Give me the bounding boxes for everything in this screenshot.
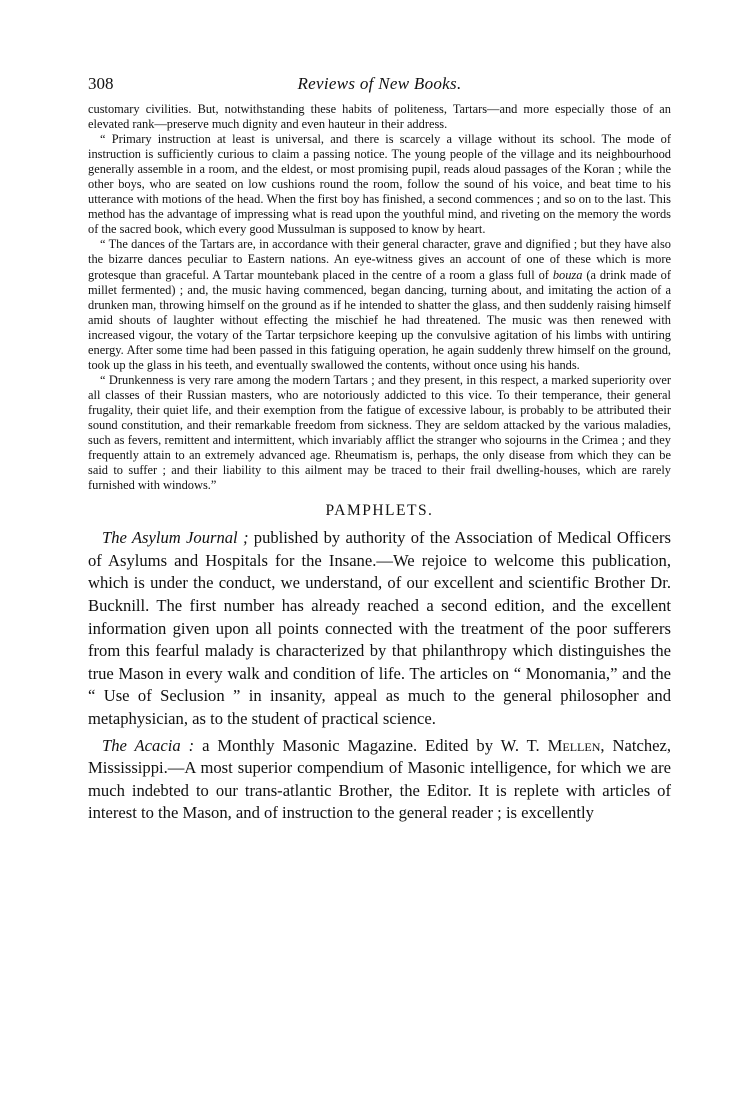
review-paragraph-3 xyxy=(88,237,671,372)
section-heading: PAMPHLETS. xyxy=(325,502,434,520)
review-paragraph-3-end: (a drink made of millet fermented) ; and, the music having commenced, began dancing, turning about, and imitating the action of a drunken man, throwing himself on the ground as if he intended to shatter the glass, and then suddenly raising himself amid shouts of laughter without effecting the mischief he had threatened. The music was then renewed with increased vigour, the votary of the Tartar terpsichore keeping up the convulsive agitation of his limbs with untiring energy. After some time had been passed in this fatiguing operation, he again suddenly threw himself on the ground, took up the glass in his teeth, and eventually swallowed the contents, without once using his hands. xyxy=(88,267,671,372)
pamphlet-title-asylum-journal: The Asylum Journal ; xyxy=(102,528,249,548)
pamphlet-text-asylum-journal: published by authority of the Association of Medical Officers of Asylums and Hospitals for the Insane.—We rejoice to welcome this publication, which is under the conduct, we understand, of our excellent and scientific Brother Dr. Bucknill. The first number has already reached a second edition, and the excellent information given upon all points connected with the treatment of the poor sufferers from this fearful malady is characterized by that philanthropy which distinguishes the true Mason in every walk and condition of life. The articles on “ Monomania,” and the “ Use of Seclusion ” in insanity, appeal as much to the general philosopher and metaphysician, as to the student of practical science. xyxy=(88,528,671,728)
pamphlet-asylum-journal xyxy=(88,527,671,730)
bouza-term: bouza xyxy=(552,267,583,282)
editor-name: Mellen xyxy=(547,735,601,755)
pamphlet-acacia xyxy=(88,735,671,825)
review-paragraph-2: “ Primary instruction at least is universal, and there is scarcely a village without its school. The mode of instruction is sufficiently curious to claim a passing notice. The young people of the village and its neighbourhood generally assemble in a room, and the eldest, or most promising pupil, reads aloud passages of the Koran ; while the other boys, who are seated on low cushions round the room, follow the sound of his voice, and beat time to his utterance with motions of the head. When the first boy has finished, a second commences ; and so on to the last. This method has the advantage of impressing what is read upon the youthful mind, and riveting on the memory the words of the sacred book, which every good Mussulman is supposed to know by heart. xyxy=(88,132,671,237)
review-excerpt xyxy=(88,102,671,493)
pamphlet-text-acacia-end: , Natchez, Mississippi.—A most superior compendium of Masonic intelligence, for which we are much indebted to our trans-atlantic Brother, the Editor. It is replete with articles of interest to the Mason, and of instruction to the general reader ; is excellently xyxy=(88,735,671,823)
pamphlet-text-acacia-start: a Monthly Masonic Magazine. Edited by W. T. xyxy=(194,735,548,755)
running-title: Reviews of New Books. xyxy=(297,74,462,93)
review-paragraph-1: customary civilities. But, notwithstanding these habits of politeness, Tartars—and more especially those of an elevated rank—preserve much dignity and even hauteur in their address. xyxy=(88,102,671,132)
pamphlet-title-acacia: The Acacia : xyxy=(102,735,195,755)
page-number: 308 xyxy=(88,74,114,93)
pamphlets-section xyxy=(88,527,671,825)
review-paragraph-4: “ Drunkenness is very rare among the modern Tartars ; and they present, in this respect, a marked superiority over all classes of their Russian masters, who are notoriously addicted to this vice. To their temperance, their general frugality, their quiet life, and their exemption from the fatigue of excessive labour, is probably to be attributed their sound constitution, and their remarkable freedom from sickness. They are seldom attacked by the various maladies, such as fevers, remittent and intermittent, which invariably afflict the stranger who sojourns in the Crimea ; and they frequently attain to an extremely advanced age. Rheumatism is, perhaps, the only disease from which they can be said to suffer ; and their liability to this ailment may be traced to their frail dwelling-houses, which are rarely furnished with windows.” xyxy=(88,372,671,493)
running-head xyxy=(88,74,671,102)
review-paragraph-3-start: “ The dances of the Tartars are, in accordance with their general character, grave and dignified ; but they have also the bizarre dances peculiar to Eastern nations. An eye-witness gives an account of one of these which is more grotesque than graceful. A Tartar mountebank placed in the centre of a room a glass full of xyxy=(88,237,671,282)
